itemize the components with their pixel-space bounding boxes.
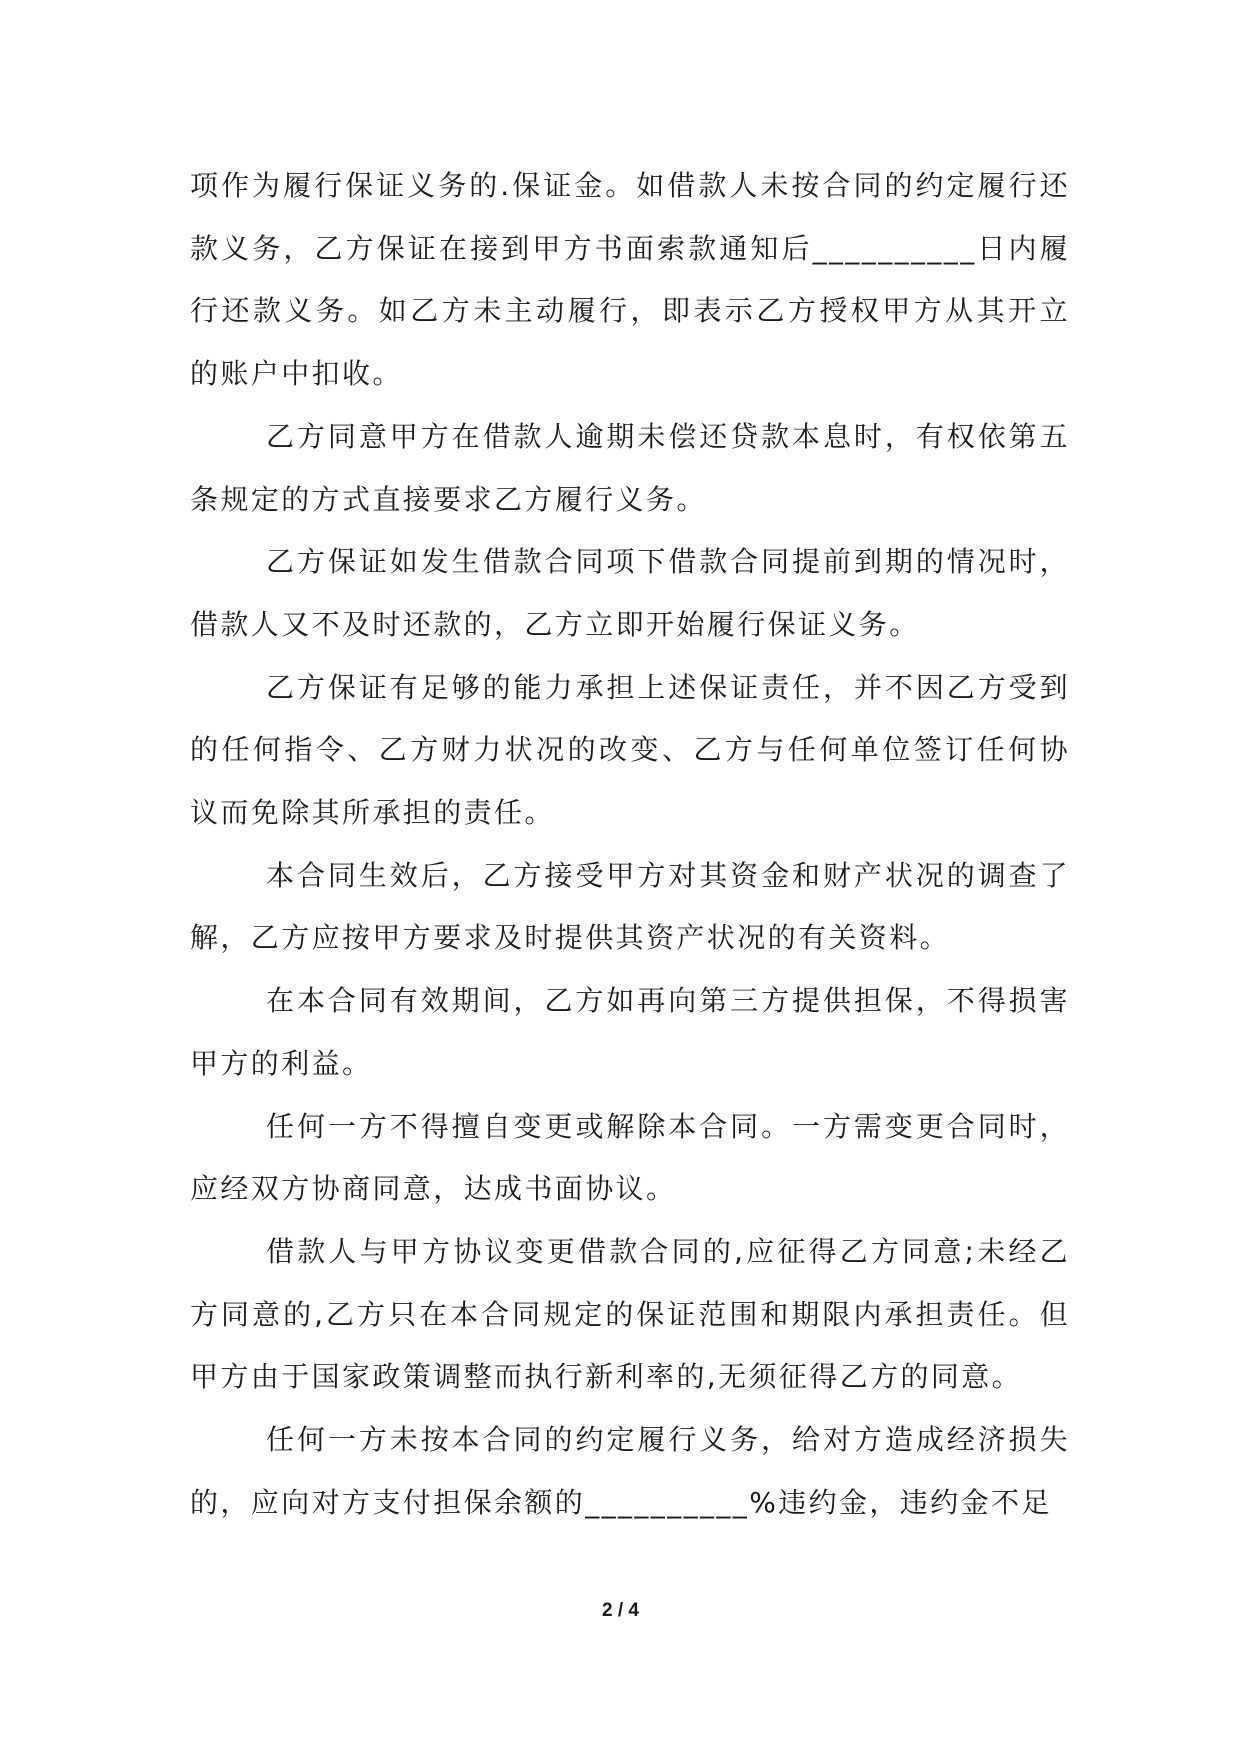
paragraph-5: 本合同生效后，乙方接受甲方对其资金和财产状况的调查了解，乙方应按甲方要求及时提供其资产状况的有关资料。 [190,858,1070,955]
page-number: 2 / 4 [602,1600,639,1621]
paragraph-6: 在本合同有效期间，乙方如再向第三方提供担保，不得损害甲方的利益。 [190,984,1070,1080]
paragraph-8: 借款人与甲方协议变更借款合同的,应征得乙方同意;未经乙方同意的,乙方只在本合同规定的保证范围和期限内承担责任。但甲方由于国家政策调整而执行新利率的,无须征得乙方的同意。 [190,1234,1070,1394]
paragraph-3: 乙方保证如发生借款合同项下借款合同提前到期的情况时，借款人又不及时还款的，乙方立即开始履行保证义务。 [190,545,1070,641]
document-body [190,155,1070,1534]
paragraph-4: 乙方保证有足够的能力承担上述保证责任，并不因乙方受到的任何指令、乙方财力状况的改变、乙方与任何单位签订任何协议而免除其所承担的责任。 [190,670,1070,830]
paragraph-7: 任何一方不得擅自变更或解除本合同。一方需变更合同时，应经双方协商同意，达成书面协议。 [190,1109,1070,1206]
paragraph-1: 项作为履行保证义务的.保证金。如借款人未按合同的约定履行还款义务，乙方保证在接到甲方书面索款通知后__________日内履行还款义务。如乙方未主动履行，即表示乙方授权甲方从其开立的账户中扣收。 [190,169,1070,391]
paragraph-2: 乙方同意甲方在借款人逾期未偿还贷款本息时，有权依第五条规定的方式直接要求乙方履行义务。 [190,419,1070,516]
paragraph-9: 任何一方未按本合同的约定履行义务，给对方造成经济损失的，应向对方支付担保余额的__________%违约金，违约金不足 [190,1423,1070,1519]
